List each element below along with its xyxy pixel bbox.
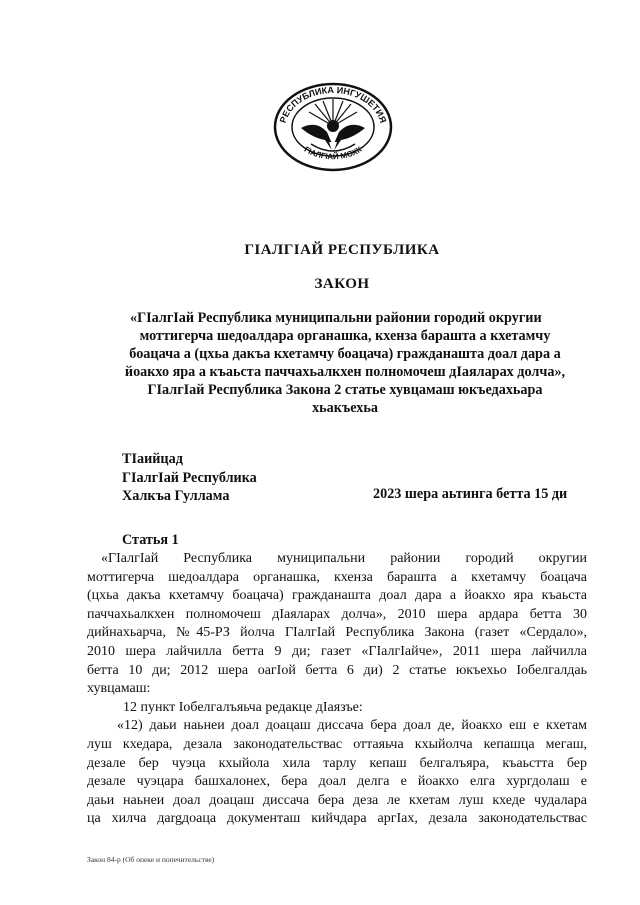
article-line: дезале бер чуэца кхыйола хила тарлу кепаш белгалъяра, къаьстта бер xyxy=(87,755,587,771)
article-line: (цхьа дакъа кхетамчу боацача) гражданашта доал дара а йоакхо яра къаьста xyxy=(87,588,587,604)
article-line: 12 пункт Iобелгалъяьча редакце дIаязъе: xyxy=(123,699,363,715)
law-name-line: йоакхо яра а къаьста паччахьалкхен полномочеш дIаяларах долча», xyxy=(124,364,566,380)
adopted-line: ТIаийцад xyxy=(122,451,183,467)
law-heading: ЗАКОН xyxy=(314,276,370,292)
article-line: бетта 10 ди; 2012 шера оагIой бетта 6 ди) 2 статье юкъехьо Iобелгалдаь xyxy=(87,662,587,678)
adopted-by-block xyxy=(122,450,257,506)
article-line: моттигерча шедоалдара органашка, кхенза бараштa а кхетамчу боацача xyxy=(87,569,587,585)
adopted-line: Халкъа Гуллама xyxy=(122,488,230,504)
republic-heading: ГIАЛГIАЙ РЕСПУБЛИКА xyxy=(244,242,440,258)
law-name-line: хьакъехьа xyxy=(312,400,378,416)
article-title: Статья 1 xyxy=(122,532,179,548)
law-name-block xyxy=(108,309,582,417)
article-line: «12) даьи наьнеи доал доацаш диссача бера доал де, йоакхо еш е кхетам xyxy=(117,718,587,734)
article-line: дийнахьарча, №45-РЗ йолча ГIалгIай Республика Закона (газет «Сердало», xyxy=(87,625,587,641)
footer-note: Закон 84-р (Об опеке и попечительстве) xyxy=(87,855,215,864)
article-line: «ГIалгIай Республика муниципальни районии городий округии xyxy=(101,551,587,566)
law-name-line: моттигерча шедоалдара органашка, кхенза бараштa а кхетамчу xyxy=(139,328,551,344)
article-line: дезале чуэцара башхалонех, бера доал делга е йоакхо елга хургдолаш е xyxy=(87,774,587,790)
emblem-text-top: РЕСПУБЛИКА ИНГУШЕТИЯ xyxy=(277,84,389,125)
law-name-line: «ГIалгIай Республика муниципальни районии городий округии xyxy=(130,310,542,326)
law-name-line: боацача а (цхьа дакъа кхетамчу боацача) гражданашта доал дара а xyxy=(129,346,561,362)
article-line: даьи наьнеи доал доацаш диссача бера деза ле кхетам луш кхеде чудалара xyxy=(87,792,587,808)
emblem-text-bottom: ГIАЛГIАЙ МОХК xyxy=(302,144,364,162)
law-name-line: ГIалгIай Республика Закона 2 статье хувцамаш юкъедахьара xyxy=(147,382,543,398)
article-line: ца хилча дargдоаца документаш кийчдара аргIах, дезала законодательствас xyxy=(87,811,587,827)
republic-emblem-icon xyxy=(271,82,395,172)
adopted-line: ГIалгIай Республика xyxy=(122,469,257,486)
article-line: луш кхедара, дезала законодательствас оттаяьча кхыйолча кепашца мегаш, xyxy=(87,736,587,752)
article-line: паччахьалкхен полномочеш дIаяларах долча», 2010 шера ардара бетта 30 xyxy=(87,606,587,622)
article-line: 2010 шера лайчилла бетта 9 ди; газет «ГIалгIайче», 2011 шера лайчилла xyxy=(87,643,587,659)
article-line: хувцамаш: xyxy=(87,681,151,697)
adoption-date: 2023 шера аьтинга бетта 15 ди xyxy=(373,486,568,502)
article-body xyxy=(87,550,587,829)
